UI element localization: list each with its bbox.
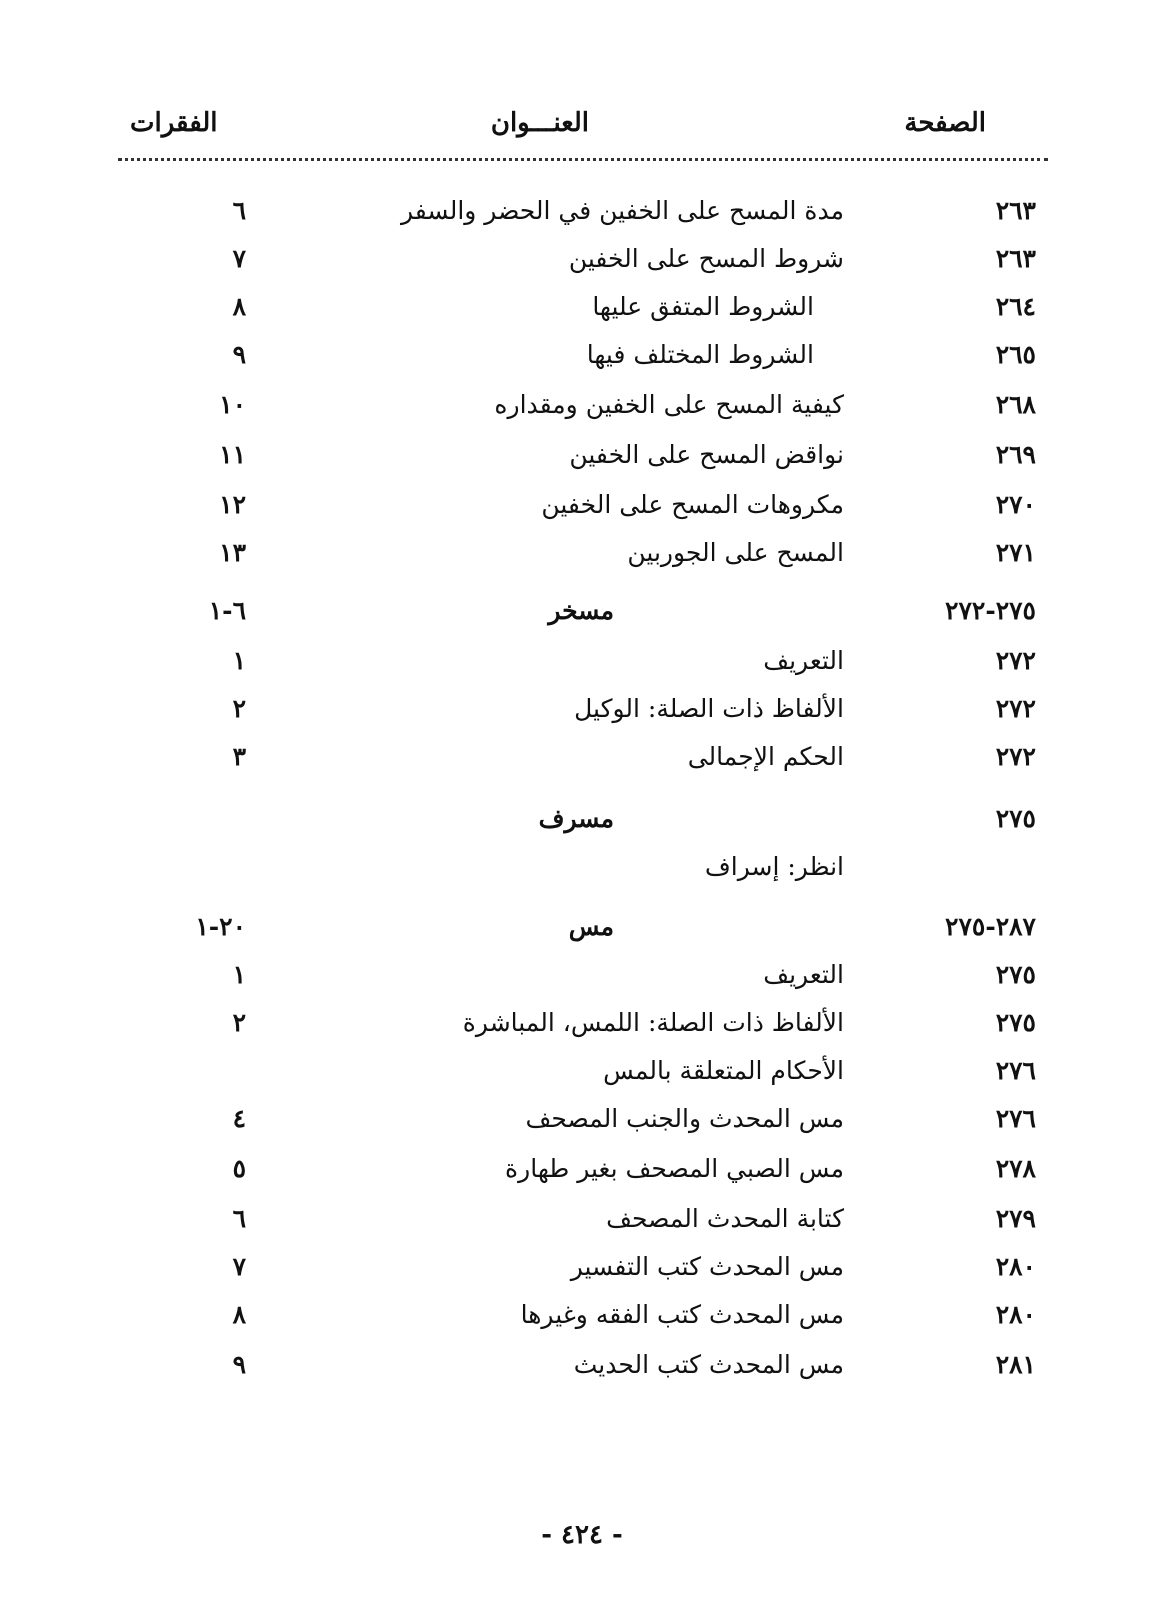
row-title: مس المحدث كتب الحديث (573, 1350, 844, 1379)
row-paragraphs: ١٠ (219, 390, 246, 419)
index-row (0, 390, 1164, 434)
row-paragraphs: ٩ (232, 340, 246, 369)
header-page-label: الصفحة (904, 108, 986, 138)
row-title: الأحكام المتعلقة بالمس (603, 1056, 844, 1085)
row-title: مس الصبي المصحف بغير طهارة (505, 1154, 844, 1183)
index-row (0, 852, 1164, 896)
index-row (0, 538, 1164, 582)
index-row (0, 804, 1164, 848)
row-title: المسح على الجوربين (627, 538, 844, 567)
row-paragraphs: ٨ (232, 292, 246, 321)
row-page: ٢٨٠ (995, 1252, 1036, 1281)
row-page: ٢٧٥ (995, 804, 1036, 833)
row-title: مس المحدث كتب التفسير (570, 1252, 844, 1281)
index-row (0, 1204, 1164, 1248)
row-title: انظر: إسراف (704, 852, 844, 881)
index-row (0, 1056, 1164, 1100)
row-page: ٢٧٦ (995, 1104, 1036, 1133)
page-number: - ٤٢٤ - (541, 1520, 623, 1550)
row-title: مس (568, 912, 614, 941)
row-paragraphs: ٦ (232, 196, 246, 225)
row-page: ٢٦٣ (995, 244, 1036, 273)
index-row (0, 490, 1164, 534)
index-row (0, 1300, 1164, 1344)
header-title-label: العنـــوان (490, 108, 589, 138)
row-page: ٢٧٢ (995, 742, 1036, 771)
index-row (0, 646, 1164, 690)
index-row (0, 440, 1164, 484)
row-paragraphs: ٢٠-١ (195, 912, 246, 941)
row-page: ٢٧٥-٢٧٢ (945, 596, 1036, 625)
index-row (0, 596, 1164, 640)
row-title: مس المحدث والجنب المصحف (525, 1104, 844, 1133)
row-page: ٢٨٧-٢٧٥ (945, 912, 1036, 941)
row-page: ٢٧٥ (995, 1008, 1036, 1037)
row-paragraphs: ١ (232, 646, 246, 675)
row-page: ٢٧٩ (995, 1204, 1036, 1233)
row-page: ٢٧٢ (995, 694, 1036, 723)
index-row (0, 694, 1164, 738)
header-paras-label: الفقرات (130, 108, 218, 138)
row-page: ٢٦٨ (995, 390, 1036, 419)
row-title: مكروهات المسح على الخفين (541, 490, 844, 519)
row-paragraphs: ٦-١ (208, 596, 246, 625)
row-page: ٢٧١ (995, 538, 1036, 567)
index-row (0, 1154, 1164, 1198)
row-paragraphs: ٦ (232, 1204, 246, 1233)
row-page: ٢٧٢ (995, 646, 1036, 675)
row-title: مسخر (548, 596, 614, 625)
index-row (0, 340, 1164, 384)
row-paragraphs: ٢ (232, 694, 246, 723)
index-row (0, 1008, 1164, 1052)
index-row (0, 912, 1164, 956)
row-page: ٢٦٤ (995, 292, 1036, 321)
row-title: الشروط المختلف فيها (586, 340, 814, 369)
row-title: كتابة المحدث المصحف (606, 1204, 844, 1233)
row-paragraphs: ٣ (232, 742, 246, 771)
row-page: ٢٦٥ (995, 340, 1036, 369)
index-row (0, 1350, 1164, 1394)
row-page: ٢٨٠ (995, 1300, 1036, 1329)
row-title: الألفاظ ذات الصلة: الوكيل (574, 694, 844, 723)
index-row (0, 960, 1164, 1004)
row-page: ٢٧٦ (995, 1056, 1036, 1085)
row-page: ٢٧٥ (995, 960, 1036, 989)
row-paragraphs: ٧ (232, 244, 246, 273)
row-paragraphs: ٧ (232, 1252, 246, 1281)
row-page: ٢٧٠ (995, 490, 1036, 519)
row-title: مس المحدث كتب الفقه وغيرها (520, 1300, 844, 1329)
row-title: الشروط المتفق عليها (592, 292, 814, 321)
row-title: مسرف (538, 804, 614, 833)
row-page: ٢٦٣ (995, 196, 1036, 225)
header-divider (118, 158, 1048, 161)
row-title: التعريف (763, 960, 844, 989)
row-paragraphs: ١٣ (219, 538, 246, 567)
row-page: ٢٧٨ (995, 1154, 1036, 1183)
row-page: ٢٨١ (995, 1350, 1036, 1379)
row-title: شروط المسح على الخفين (568, 244, 844, 273)
row-title: الألفاظ ذات الصلة: اللمس، المباشرة (462, 1008, 844, 1037)
row-paragraphs: ١١ (219, 440, 246, 469)
row-paragraphs: ١٢ (219, 490, 246, 519)
row-title: كيفية المسح على الخفين ومقداره (494, 390, 844, 419)
index-row (0, 292, 1164, 336)
index-row (0, 244, 1164, 288)
row-title: نواقض المسح على الخفين (569, 440, 844, 469)
row-title: الحكم الإجمالى (687, 742, 844, 771)
row-paragraphs: ٤ (232, 1104, 246, 1133)
row-paragraphs: ٥ (232, 1154, 246, 1183)
row-paragraphs: ٢ (232, 1008, 246, 1037)
row-paragraphs: ١ (232, 960, 246, 989)
index-row (0, 1104, 1164, 1148)
row-title: التعريف (763, 646, 844, 675)
index-row (0, 742, 1164, 786)
index-row (0, 196, 1164, 240)
row-paragraphs: ٩ (232, 1350, 246, 1379)
index-row (0, 1252, 1164, 1296)
row-paragraphs: ٨ (232, 1300, 246, 1329)
row-title: مدة المسح على الخفين في الحضر والسفر (400, 196, 844, 225)
row-page: ٢٦٩ (995, 440, 1036, 469)
